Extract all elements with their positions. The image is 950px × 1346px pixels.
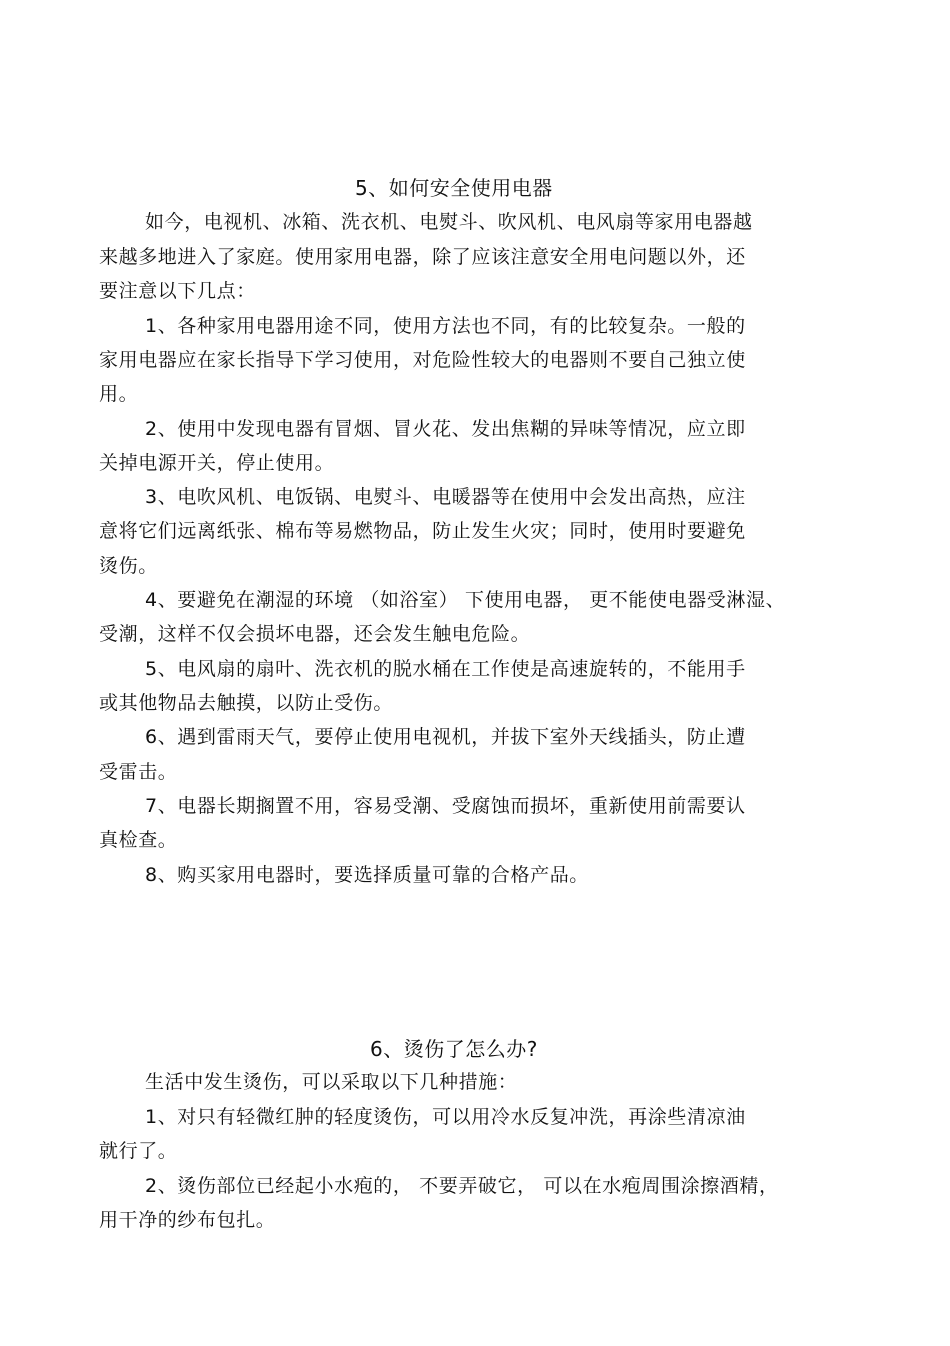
section-5-item-3-line: 3、电吹风机、电饭锅、电熨斗、电暖器等在使用中会发出高热，应注 — [145, 486, 746, 508]
section-6-title: 6、烫伤了怎么办? — [370, 1037, 538, 1061]
section-5-item-7-line: 真检查。 — [99, 829, 178, 851]
section-5-intro-line: 如今，电视机、冰箱、洗衣机、电熨斗、吹风机、电风扇等家用电器越 — [145, 211, 753, 233]
section-5-intro-line: 要注意以下几点： — [99, 280, 256, 302]
section-6-item-1-line: 1、对只有轻微红肿的轻度烫伤，可以用冷水反复冲洗，再涂些清凉油 — [145, 1106, 746, 1128]
section-5-item-1-line: 用。 — [99, 383, 139, 405]
section-5-item-3-line: 意将它们远离纸张、棉布等易燃物品，防止发生火灾；同时，使用时要避免 — [99, 520, 746, 542]
section-5-item-1-line: 1、各种家用电器用途不同，使用方法也不同，有的比较复杂。一般的 — [145, 315, 746, 337]
section-5-title: 5、如何安全使用电器 — [355, 176, 553, 200]
section-5-item-3-line: 烫伤。 — [99, 555, 158, 577]
section-5-item-1-line: 家用电器应在家长指导下学习使用，对危险性较大的电器则不要自己独立使 — [99, 349, 746, 371]
section-6-item-1-line: 就行了。 — [99, 1140, 178, 1162]
section-5-item-2-line: 2、使用中发现电器有冒烟、冒火花、发出焦糊的异味等情况，应立即 — [145, 418, 746, 440]
section-5-intro-line: 来越多地进入了家庭。使用家用电器，除了应该注意安全用电问题以外，还 — [99, 246, 746, 268]
section-6-item-2-line: 2、烫伤部位已经起小水疱的， 不要弄破它， 可以在水疱周围涂擦酒精， — [145, 1175, 779, 1197]
section-5-item-6-line: 6、遇到雷雨天气，要停止使用电视机，并拔下室外天线插头，防止遭 — [145, 726, 746, 748]
section-5-item-6-line: 受雷击。 — [99, 761, 178, 783]
section-5-item-5-line: 或其他物品去触摸，以防止受伤。 — [99, 692, 394, 714]
section-5-item-5-line: 5、电风扇的扇叶、洗衣机的脱水桶在工作使是高速旋转的，不能用手 — [145, 658, 746, 680]
section-5-item-8-line: 8、购买家用电器时，要选择质量可靠的合格产品。 — [145, 864, 589, 886]
section-6-item-2-line: 用干净的纱布包扎。 — [99, 1209, 276, 1231]
section-5-item-4-line: 受潮，这样不仅会损坏电器，还会发生触电危险。 — [99, 623, 531, 645]
section-5-item-4-line: 4、要避免在潮湿的环境 （如浴室） 下使用电器， 更不能使电器受淋湿、 — [145, 589, 786, 611]
section-5-item-7-line: 7、电器长期搁置不用，容易受潮、受腐蚀而损坏，重新使用前需要认 — [145, 795, 746, 817]
section-6-intro-line: 生活中发生烫伤，可以采取以下几种措施： — [145, 1071, 518, 1093]
section-5-item-2-line: 关掉电源开关，停止使用。 — [99, 452, 335, 474]
